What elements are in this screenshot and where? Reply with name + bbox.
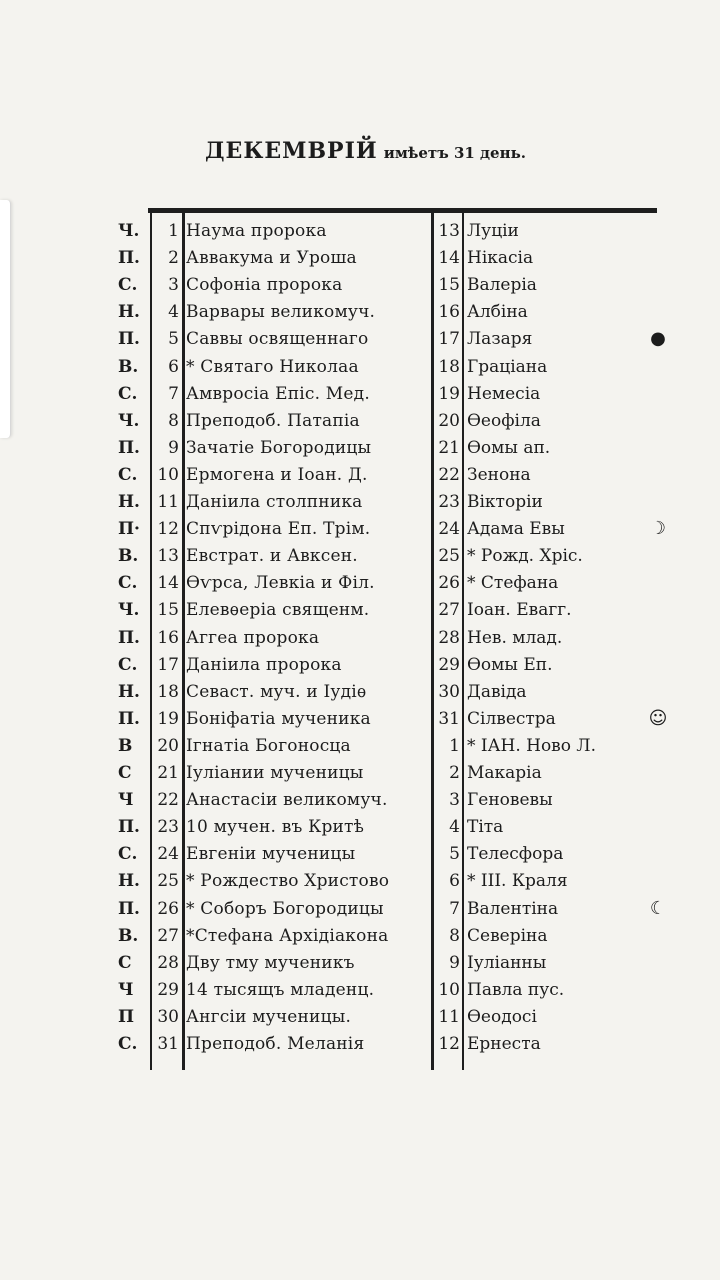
julian-day: 30 xyxy=(157,1006,179,1027)
gregorian-day: 31 xyxy=(438,708,460,729)
julian-feast: Ігнатіа Богоносца xyxy=(186,735,351,756)
gregorian-feast: * Стефана xyxy=(467,573,559,594)
gregorian-day: 15 xyxy=(438,275,460,296)
julian-feast: Спѵрідона Еп. Трім. xyxy=(186,519,371,540)
weekday-label: С. xyxy=(118,1034,138,1054)
gregorian-feast: Геновевы xyxy=(467,790,553,811)
julian-feast: Даніила столпника xyxy=(186,492,363,512)
julian-feast: Ѳѵрса, Левкіа и Філ. xyxy=(186,573,375,594)
gregorian-feast: Ѳомы ап. xyxy=(467,437,551,458)
calendar-row xyxy=(0,1031,720,1058)
gregorian-day: 23 xyxy=(438,492,460,512)
calendar-row xyxy=(0,679,720,706)
gregorian-feast: Вікторіи xyxy=(467,492,543,512)
weekday-label: Ч. xyxy=(118,410,140,431)
weekday-label: В. xyxy=(118,925,139,946)
weekday-label: С xyxy=(118,763,132,783)
julian-day: 24 xyxy=(157,844,179,865)
weekday-label: Ч xyxy=(118,790,134,811)
gregorian-feast: Нікасіа xyxy=(467,248,534,269)
gregorian-day: 13 xyxy=(438,221,460,241)
gregorian-day: 17 xyxy=(438,329,460,350)
gregorian-feast: Валеріа xyxy=(467,275,537,296)
calendar-row xyxy=(0,868,720,895)
calendar-row xyxy=(0,462,720,489)
weekday-label: Ч. xyxy=(118,600,140,621)
julian-day: 22 xyxy=(157,790,179,811)
julian-feast: * Святаго Николаа xyxy=(186,356,359,377)
julian-day: 11 xyxy=(157,492,179,512)
gregorian-day: 25 xyxy=(438,546,460,567)
weekday-label: П. xyxy=(118,708,140,729)
weekday-label: П. xyxy=(118,248,140,269)
calendar-row xyxy=(0,570,720,597)
julian-day: 18 xyxy=(157,681,179,702)
calendar-row xyxy=(0,950,720,977)
julian-day: 15 xyxy=(157,600,179,621)
gregorian-day: 29 xyxy=(438,654,460,675)
calendar-row xyxy=(0,760,720,787)
calendar-row xyxy=(0,841,720,868)
weekday-label: С. xyxy=(118,573,138,594)
julian-day: 16 xyxy=(157,627,179,648)
julian-day: 3 xyxy=(168,275,179,296)
calendar-row xyxy=(0,543,720,570)
julian-feast: Софоніа пророка xyxy=(186,275,343,296)
gregorian-feast: Іоан. Евагг. xyxy=(467,600,572,621)
julian-feast: Варвары великомуч. xyxy=(186,302,376,323)
calendar-row xyxy=(0,299,720,326)
gregorian-feast: * ІАН. Ново Л. xyxy=(467,735,596,756)
julian-day: 1 xyxy=(168,221,179,241)
gregorian-feast: Телесфора xyxy=(467,844,564,865)
calendar-row xyxy=(0,597,720,624)
gregorian-feast: Немесіа xyxy=(467,383,541,404)
julian-feast: Ермогена и Іоан. Д. xyxy=(186,464,368,485)
full-moon-icon: ● xyxy=(650,328,666,350)
gregorian-feast: Лазаря xyxy=(467,329,533,350)
julian-feast: Саввы освященнаго xyxy=(186,329,369,350)
first-quarter-icon: ☽ xyxy=(649,518,667,540)
weekday-label: С. xyxy=(118,844,138,865)
gregorian-feast: Павла пус. xyxy=(467,979,565,1000)
gregorian-day: 1 xyxy=(449,735,460,756)
gregorian-day: 10 xyxy=(438,979,460,1000)
julian-feast: Преподоб. Меланія xyxy=(186,1034,365,1054)
julian-feast: Евгеніи мученицы xyxy=(186,844,356,865)
gregorian-day: 2 xyxy=(449,763,460,783)
gregorian-feast: * Рожд. Хріс. xyxy=(467,546,583,567)
weekday-label: Ч xyxy=(118,979,134,1000)
julian-feast: Ангсіи мученицы. xyxy=(186,1006,352,1027)
calendar-row xyxy=(0,1004,720,1031)
gregorian-day: 9 xyxy=(449,952,460,973)
julian-day: 8 xyxy=(168,410,179,431)
weekday-label: Н. xyxy=(118,302,140,323)
calendar-row xyxy=(0,272,720,299)
weekday-label: С. xyxy=(118,275,138,296)
julian-feast: * Соборъ Богородицы xyxy=(186,898,384,919)
calendar-row xyxy=(0,408,720,435)
gregorian-day: 20 xyxy=(438,410,460,431)
weekday-label: П. xyxy=(118,627,140,648)
julian-feast: Евстрат. и Авксен. xyxy=(186,546,358,567)
gregorian-feast: Зенона xyxy=(467,464,531,485)
julian-feast: *Стефана Архідіакона xyxy=(186,925,389,946)
page-title xyxy=(205,138,605,168)
gregorian-feast: Тіта xyxy=(467,817,504,838)
gregorian-feast: Граціана xyxy=(467,356,548,377)
julian-day: 2 xyxy=(168,248,179,269)
gregorian-day: 12 xyxy=(438,1034,460,1054)
julian-feast: Дву тму мученикъ xyxy=(186,952,355,973)
julian-day: 13 xyxy=(157,546,179,567)
weekday-label: Ч. xyxy=(118,221,140,241)
gregorian-day: 22 xyxy=(438,464,460,485)
calendar-row xyxy=(0,381,720,408)
gregorian-day: 24 xyxy=(438,519,460,540)
gregorian-feast: Давіда xyxy=(467,681,527,702)
gregorian-day: 16 xyxy=(438,302,460,323)
gregorian-day: 30 xyxy=(438,681,460,702)
julian-feast: Аггеа пророка xyxy=(186,627,320,648)
gregorian-day: 4 xyxy=(449,817,460,838)
gregorian-day: 8 xyxy=(449,925,460,946)
calendar-row xyxy=(0,354,720,381)
gregorian-feast: Сілвестра xyxy=(467,708,556,729)
new-moon-icon: ☺ xyxy=(648,707,668,729)
julian-day: 25 xyxy=(157,871,179,892)
julian-feast: Даніила пророка xyxy=(186,654,342,675)
julian-day: 26 xyxy=(157,898,179,919)
gregorian-feast: Луціи xyxy=(467,221,519,241)
last-quarter-icon: ☾ xyxy=(649,897,667,919)
julian-feast: Наума пророка xyxy=(186,221,327,241)
calendar-row xyxy=(0,896,720,923)
julian-day: 27 xyxy=(157,925,179,946)
month-days-note: имѣетъ 31 день. xyxy=(383,144,526,162)
julian-feast: Преподоб. Патапіа xyxy=(186,410,360,431)
julian-feast: Іуліании мученицы xyxy=(186,763,364,783)
julian-day: 20 xyxy=(157,735,179,756)
calendar-row xyxy=(0,245,720,272)
gregorian-day: 3 xyxy=(449,790,460,811)
gregorian-feast: Ѳомы Еп. xyxy=(467,654,553,675)
weekday-label: В. xyxy=(118,546,139,567)
calendar-row xyxy=(0,977,720,1004)
gregorian-feast: Ѳеодосі xyxy=(467,1006,537,1027)
julian-day: 14 xyxy=(157,573,179,594)
weekday-label: С xyxy=(118,952,132,973)
calendar-row xyxy=(0,787,720,814)
calendar-row xyxy=(0,625,720,652)
julian-feast: Анастасіи великомуч. xyxy=(186,790,388,811)
julian-feast: Аввакума и Уроша xyxy=(186,248,357,269)
gregorian-day: 26 xyxy=(438,573,460,594)
calendar-row xyxy=(0,516,720,543)
weekday-label: П xyxy=(118,1006,135,1027)
header-rule xyxy=(148,208,657,213)
calendar-row xyxy=(0,489,720,516)
julian-day: 28 xyxy=(157,952,179,973)
weekday-label: П. xyxy=(118,437,140,458)
weekday-label: С. xyxy=(118,654,138,675)
gregorian-day: 18 xyxy=(438,356,460,377)
calendar-row xyxy=(0,923,720,950)
gregorian-feast: Макаріа xyxy=(467,763,542,783)
gregorian-day: 6 xyxy=(449,871,460,892)
calendar-row xyxy=(0,706,720,733)
julian-day: 6 xyxy=(168,356,179,377)
gregorian-day: 19 xyxy=(438,383,460,404)
weekday-label: П. xyxy=(118,817,140,838)
gregorian-day: 27 xyxy=(438,600,460,621)
gregorian-feast: Нев. млад. xyxy=(467,627,563,648)
gregorian-feast: * ІІІ. Краля xyxy=(467,871,568,892)
julian-feast: 10 мучен. въ Критѣ xyxy=(186,817,365,838)
julian-day: 12 xyxy=(157,519,179,540)
julian-day: 31 xyxy=(157,1034,179,1054)
calendar-row xyxy=(0,326,720,353)
calendar-row xyxy=(0,733,720,760)
gregorian-feast: Адама Евы xyxy=(467,519,565,540)
weekday-label: Н. xyxy=(118,871,140,892)
julian-feast: 14 тысящъ младенц. xyxy=(186,979,375,1000)
julian-feast: * Рождество Христово xyxy=(186,871,390,892)
julian-day: 10 xyxy=(157,464,179,485)
weekday-label: Н. xyxy=(118,681,140,702)
weekday-label: П· xyxy=(118,519,140,540)
julian-day: 9 xyxy=(168,437,179,458)
julian-feast: Боніфатіа мученика xyxy=(186,708,371,729)
julian-day: 4 xyxy=(168,302,179,323)
gregorian-feast: Албіна xyxy=(467,302,528,323)
julian-feast: Севаст. муч. и Іудіѳ xyxy=(186,681,367,702)
month-name: ДЕКЕМВРІЙ xyxy=(205,138,378,164)
gregorian-day: 14 xyxy=(438,248,460,269)
gregorian-feast: Іуліанны xyxy=(467,952,547,973)
calendar-row xyxy=(0,435,720,462)
julian-day: 17 xyxy=(157,654,179,675)
gregorian-feast: Северіна xyxy=(467,925,548,946)
julian-day: 23 xyxy=(157,817,179,838)
gregorian-day: 28 xyxy=(438,627,460,648)
weekday-label: В. xyxy=(118,356,139,377)
gregorian-feast: Ернеста xyxy=(467,1034,541,1054)
weekday-label: Н. xyxy=(118,492,140,512)
weekday-label: С. xyxy=(118,383,138,404)
gregorian-feast: Валентіна xyxy=(467,898,559,919)
weekday-label: С. xyxy=(118,464,138,485)
calendar-row xyxy=(0,652,720,679)
calendar-row xyxy=(0,814,720,841)
julian-day: 7 xyxy=(168,383,179,404)
calendar-row xyxy=(0,218,720,245)
gregorian-day: 11 xyxy=(438,1006,460,1027)
julian-day: 21 xyxy=(157,763,179,783)
gregorian-day: 7 xyxy=(449,898,460,919)
julian-day: 19 xyxy=(157,708,179,729)
julian-feast: Елевѳеріа священм. xyxy=(186,600,370,621)
julian-feast: Амвросіа Епіс. Мед. xyxy=(186,383,370,404)
julian-day: 5 xyxy=(168,329,179,350)
weekday-label: В xyxy=(118,735,133,756)
julian-feast: Зачатіе Богородицы xyxy=(186,437,372,458)
weekday-label: П. xyxy=(118,329,140,350)
gregorian-feast: Ѳеофіла xyxy=(467,410,541,431)
weekday-label: П. xyxy=(118,898,140,919)
julian-day: 29 xyxy=(157,979,179,1000)
gregorian-day: 21 xyxy=(438,437,460,458)
gregorian-day: 5 xyxy=(449,844,460,865)
